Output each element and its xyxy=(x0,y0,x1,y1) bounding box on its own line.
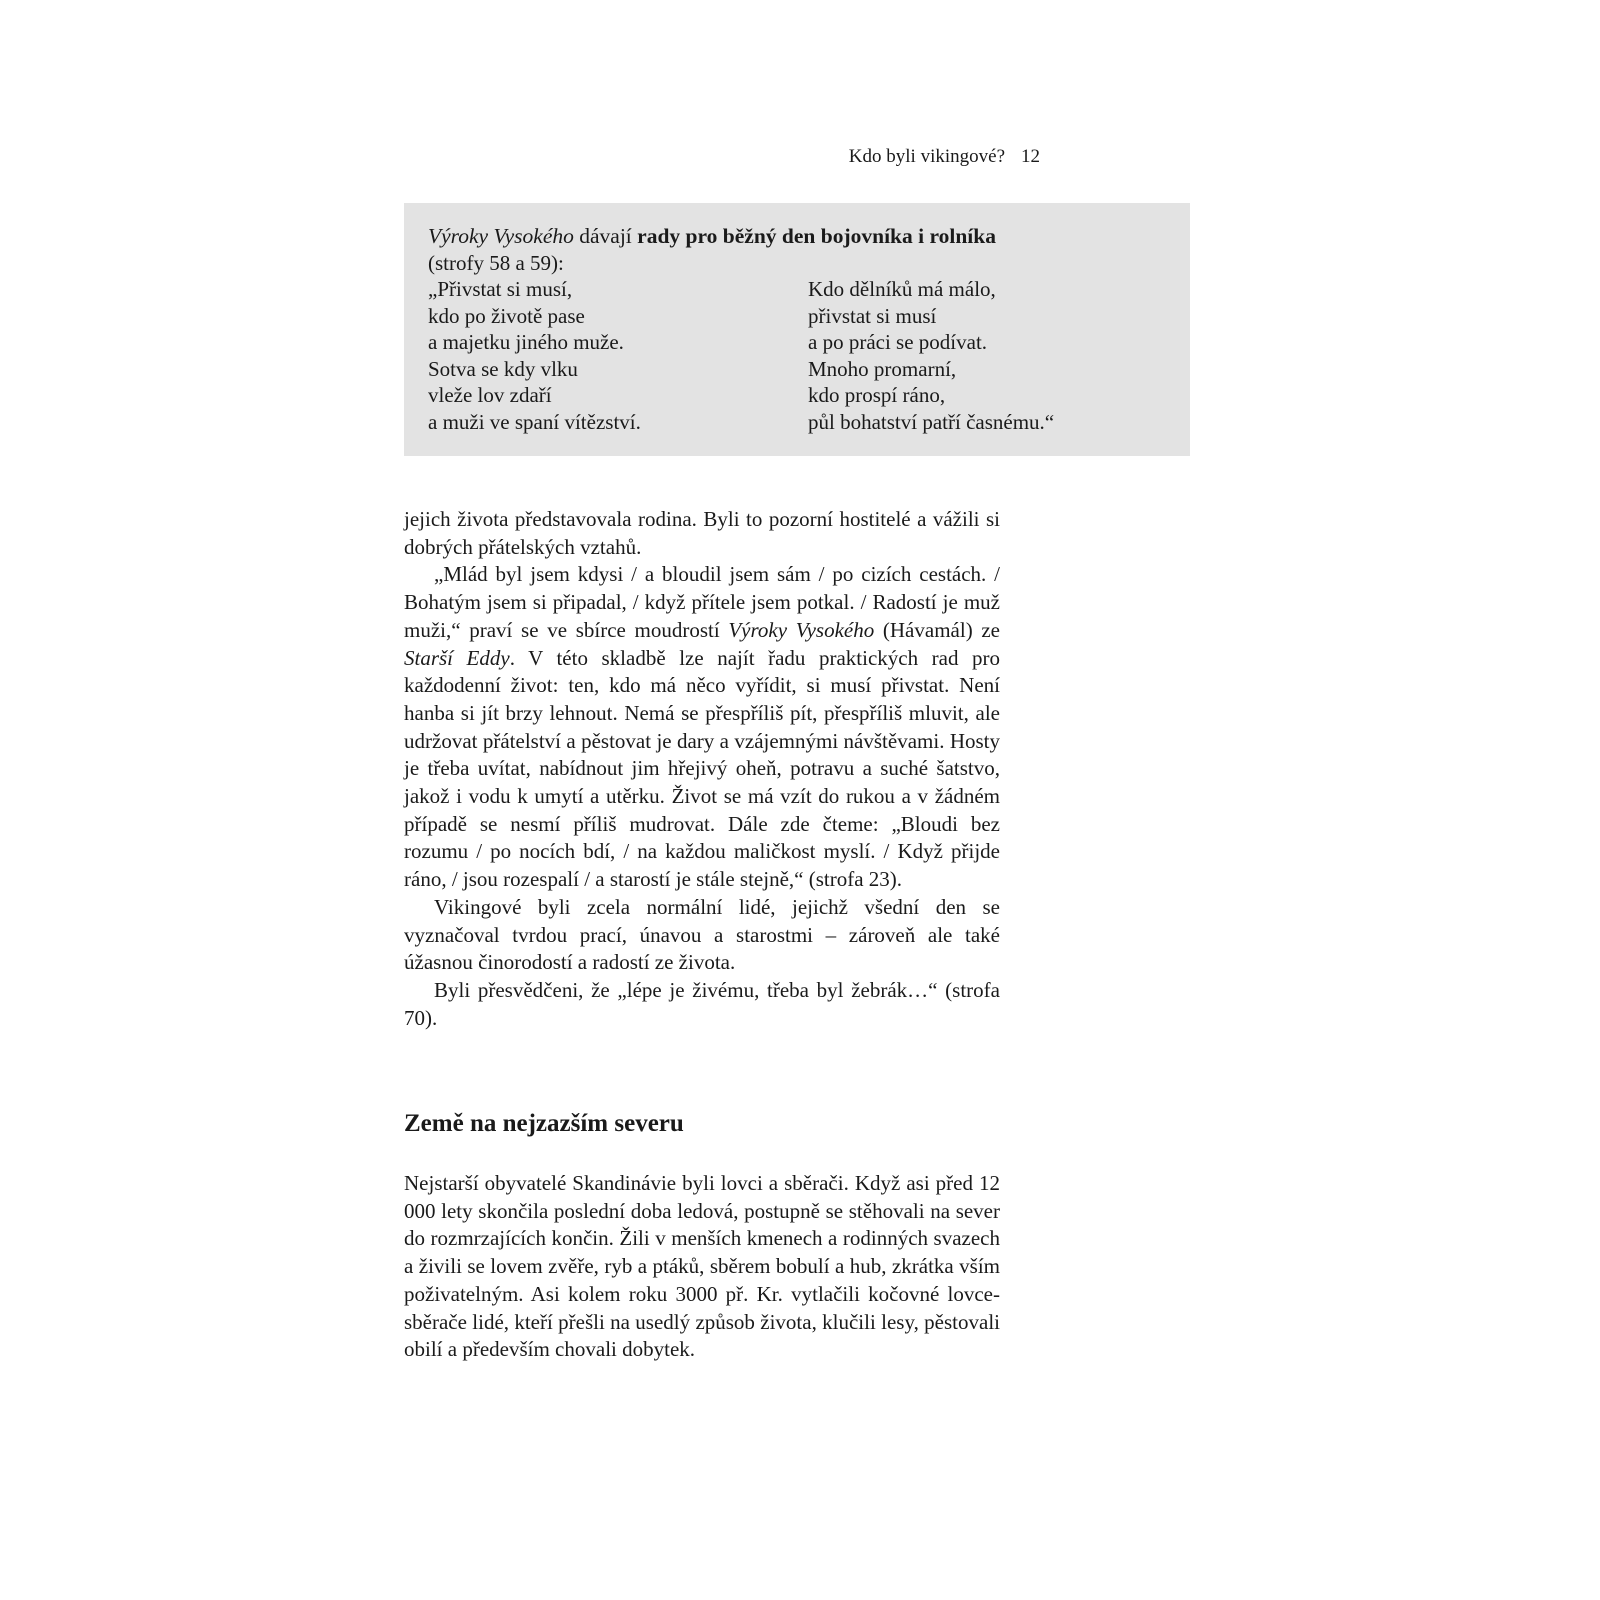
running-head xyxy=(700,146,1040,168)
verse-line: a po práci se podívat. xyxy=(808,330,988,354)
verse-column-right xyxy=(808,276,1148,435)
verse-column-left xyxy=(428,276,808,435)
paragraph-text: „Mlád byl jsem kdysi / a bloudil jsem sám / po cizích cestách. / Bohatým jsem si připadal, / když přítele jsem potkal. / Radostí je muž muži,“ praví se ve sbírce moudrostí xyxy=(404,562,1000,642)
verse-line: vleže lov zdaří xyxy=(428,383,552,407)
verse-line: „Přivstat si musí, xyxy=(428,277,573,301)
paragraph-text: (Hávamál) ze xyxy=(874,617,1000,642)
verse-line: kdo po životě pase xyxy=(428,303,585,328)
paragraph: jejich života představovala rodina. Byli to pozorní hostitelé a vážili si dobrých přátelských vztahů. xyxy=(404,507,1000,559)
verse-line: přivstat si musí xyxy=(808,303,937,328)
paragraph xyxy=(404,561,1000,893)
sidebar-lead-heading: rady pro běžný den bojovníka i rolníka xyxy=(637,224,996,248)
paragraph: Byli přesvědčeni, že „lépe je živému, třeba byl žebrák…“ (strofa 70). xyxy=(404,977,1000,1030)
paragraph: Vikingové byli zcela normální lidé, jejichž všední den se vyznačoval tvrdou prací, únavou a starostmi – zároveň ale také úžasnou činorodostí a radostí ze života. xyxy=(404,894,1000,975)
section-heading: Země na nejzazším severu xyxy=(404,1110,684,1137)
running-head-title: Kdo byli vikingové? xyxy=(848,146,1005,167)
page-number: 12 xyxy=(1021,146,1040,167)
sidebar-lead-title: Výroky Vysokého xyxy=(428,224,574,248)
sidebar-box xyxy=(404,203,1190,456)
verse-line: Mnoho promarní, xyxy=(808,356,957,381)
verse-line: a muži ve spaní vítězství. xyxy=(428,409,641,434)
section-paragraph: Nejstarší obyvatelé Skandinávie byli lovci a sběrači. Když asi před 12 000 lety skončila poslední doba ledová, postupně se stěhovali na sever do rozmrzajících končin. Žili v menších kmenech a rodinných svazech a živili se lovem zvěře, ryb a ptáků, sběrem bobulí a hub, zkrátka vším poživatelným. Asi kolem roku 3000 př. Kr. vytlačili kočovné lovce-sběrače lidé, kteří přešli na usedlý způsob života, klučili lesy, pěstovali obilí a především chovali dobytek. xyxy=(404,1171,1000,1362)
verse-line: půl bohatství patří časnému.“ xyxy=(808,409,1055,434)
body-text xyxy=(404,506,1000,1032)
verse-line: a majetku jiného muže. xyxy=(428,330,624,354)
book-title: Starší Eddy xyxy=(404,645,510,670)
book-title: Výroky Vysokého xyxy=(728,617,875,642)
sidebar-lead-mid: dávají xyxy=(573,224,638,248)
verse-line: Kdo dělníků má málo, xyxy=(808,277,996,301)
paragraph-text: . V této skladbě lze najít řadu praktických rad pro každodenní život: ten, kdo má něco vyřídit, si musí přivstat. Není hanba si jít brzy lehnout. Nemá se přespříliš pít, přespříliš mluvit, ale udržovat přátelství a pěstovat je dary a vzájemnými návštěvami. Hosty je třeba uvítat, nabídnout jim hřejivý oheň, potravu a suché šatstvo, jakož i vodu k umytí a utěrku. Život se má vzít do rukou a v žádném případě se nesmí příliš mudrovat. Dále zde čteme: „Bloudi bez rozumu / po nocích bdí, / na každou maličkost myslí. / Když přijde ráno, / jsou rozespalí / a starostí je stále stejně,“ (strofa 23). xyxy=(404,645,1000,892)
sidebar-lead xyxy=(428,223,1166,250)
verse-columns xyxy=(428,276,1166,435)
verse-line: Sotva se kdy vlku xyxy=(428,356,578,381)
verse-line: kdo prospí ráno, xyxy=(808,383,946,407)
sidebar-note: (strofy 58 a 59): xyxy=(428,250,564,275)
